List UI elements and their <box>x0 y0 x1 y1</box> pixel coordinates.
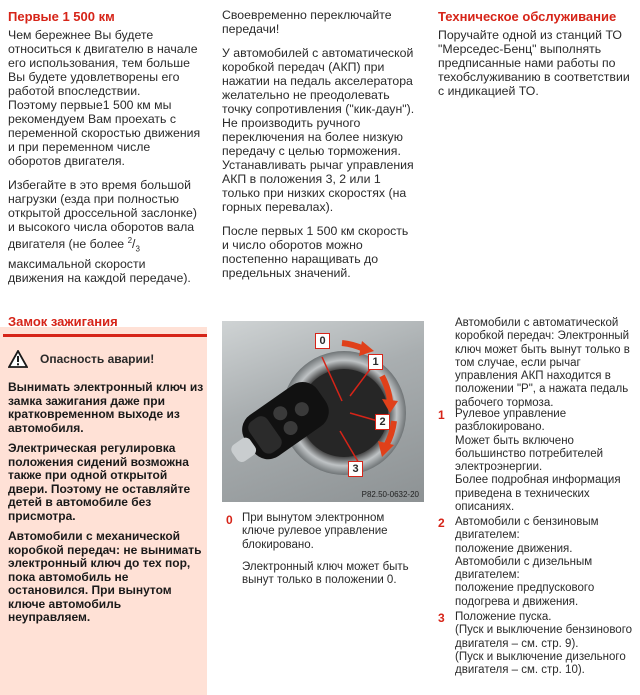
section-heading-maintenance: Техническое обслуживание <box>438 9 617 24</box>
position-2-text <box>455 516 637 609</box>
position-label-3: 3 <box>348 461 363 477</box>
col1-text <box>8 28 204 285</box>
col3-paragraph: Поручайте одной из станций ТО "Мерседес-Бенц" выполнять предписанные нами работы по техобслуживанию в соответствии с индикацией ТО. <box>438 28 630 98</box>
warning-paragraph: Вынимать электронный ключ из замка зажигания даже при кратковременном выходе из автомобиля. <box>8 380 204 435</box>
position-number-3: 3 <box>438 611 445 625</box>
col2-paragraph: Своевременно переключайте передачи! <box>222 8 392 36</box>
position-3-line: (Пуск и выключение бензинового двигателя – см. стр. 9). <box>455 624 633 650</box>
warning-rule <box>3 334 207 337</box>
position-2-line: Автомобили с дизельным двигателем: <box>455 555 593 582</box>
section-heading-first-km: Первые 1 500 км <box>8 9 115 24</box>
warning-header <box>8 350 204 370</box>
position-0-paragraph: Электронный ключ может быть вынут только в положении 0. <box>242 560 409 587</box>
warning-paragraph: Автомобили с механической коробкой передач: не вынимать электронный ключ до тех пор, пока автомобиль не остановился. При вынутом ключе автомобиль неуправляем. <box>8 529 202 624</box>
section-heading-ignition: Замок зажигания <box>8 314 118 329</box>
ignition-lock-photo <box>222 321 424 502</box>
col1-p3-text: Избегайте в это время большой нагрузки (езда при полностью открытой дроссельной заслонке) и высокого числа оборотов вала двигателя (не более <box>8 178 197 252</box>
col1-paragraph: Избегайте в это время большой нагрузки (езда при полностью открытой дроссельной заслонке) и высокого числа оборотов вала двигателя (не более $^2/_3$ максимальной скорости движения на каждой передаче). <box>8 178 197 285</box>
col3-text <box>438 28 634 98</box>
position-0-text <box>242 512 420 587</box>
photo-caption: P82.50-0632-20 <box>361 490 419 499</box>
position-3-line: (Пуск и выключение дизельного двигателя – см. стр. 10). <box>455 650 626 677</box>
position-number-0: 0 <box>226 513 233 527</box>
fraction-num: 2 <box>127 236 133 245</box>
position-number-1: 1 <box>438 408 445 422</box>
position-label-0: 0 <box>315 333 330 349</box>
col2-paragraph: Устанавливать рычаг управления АКП в положения 3, 2 или 1 только при низких скоростях (на горных перевалах). <box>222 158 414 214</box>
position-label-1: 1 <box>368 354 383 370</box>
position-number-2: 2 <box>438 516 445 530</box>
position-2-line: положение движения. <box>455 542 573 555</box>
warning-triangle-icon <box>8 350 28 368</box>
position-label-2: 2 <box>375 414 390 430</box>
warning-title: Опасность аварии! <box>40 352 155 366</box>
position-1-text <box>455 408 637 514</box>
position-1-line: Рулевое управление разблокировано. <box>455 408 567 434</box>
col2-text <box>222 8 418 280</box>
warning-paragraph: Электрическая регулировка положения сидений возможна также при одной открытой двери. Поэтому не оставляйте детей в автомобиле без присмотра. <box>8 441 191 523</box>
position-2-line: положение предпускового подогрева и движения. <box>455 582 595 608</box>
col2-paragraph: После первых 1 500 км скорость и число оборотов можно постепенно наращивать до предельных значений. <box>222 224 409 280</box>
fraction-den: 3 <box>135 244 140 254</box>
col2-paragraph: У автомобилей с автоматической коробкой передач (АКП) при нажатии на педаль акселератора желательно не преодолевать точку сопротивления ("кик-даун"). Не производить ручного переключения на более низкую передачу с целью торможения. <box>222 46 415 158</box>
position-2-line: Автомобили с бензиновым двигателем: <box>455 516 599 542</box>
right-intro: Автомобили с автоматической коробкой передач: Электронный ключ может быть вынут только в том случае, если рычаг управления АКП находится в положении "P", а нажата педаль рабочего тормоза. <box>455 317 630 409</box>
position-1-line: Более подробная информация приведена в технических описаниях. <box>455 474 621 514</box>
col1-p3-text-end: максимальной скорости движения на каждой передаче). <box>8 256 191 285</box>
position-3-text <box>455 611 637 677</box>
right-column <box>455 317 637 410</box>
col1-paragraph: Чем бережнее Вы будете относиться к двигателю в начале его использования, тем больше Вы будете удовлетворены его работой впоследствии. <box>8 28 198 98</box>
position-0-paragraph: При вынутом электронном ключе рулевое управление блокировано. <box>242 512 388 551</box>
col1-paragraph: Поэтому первые1 500 км мы рекомендуем Вам проехать с переменной скоростью движения и при переменном числе оборотов двигателя. <box>8 98 201 168</box>
warning-body <box>8 381 204 625</box>
position-1-line: Может быть включено большинство потребителей электроэнергии. <box>455 434 604 474</box>
position-3-line: Положение пуска. <box>455 611 552 623</box>
